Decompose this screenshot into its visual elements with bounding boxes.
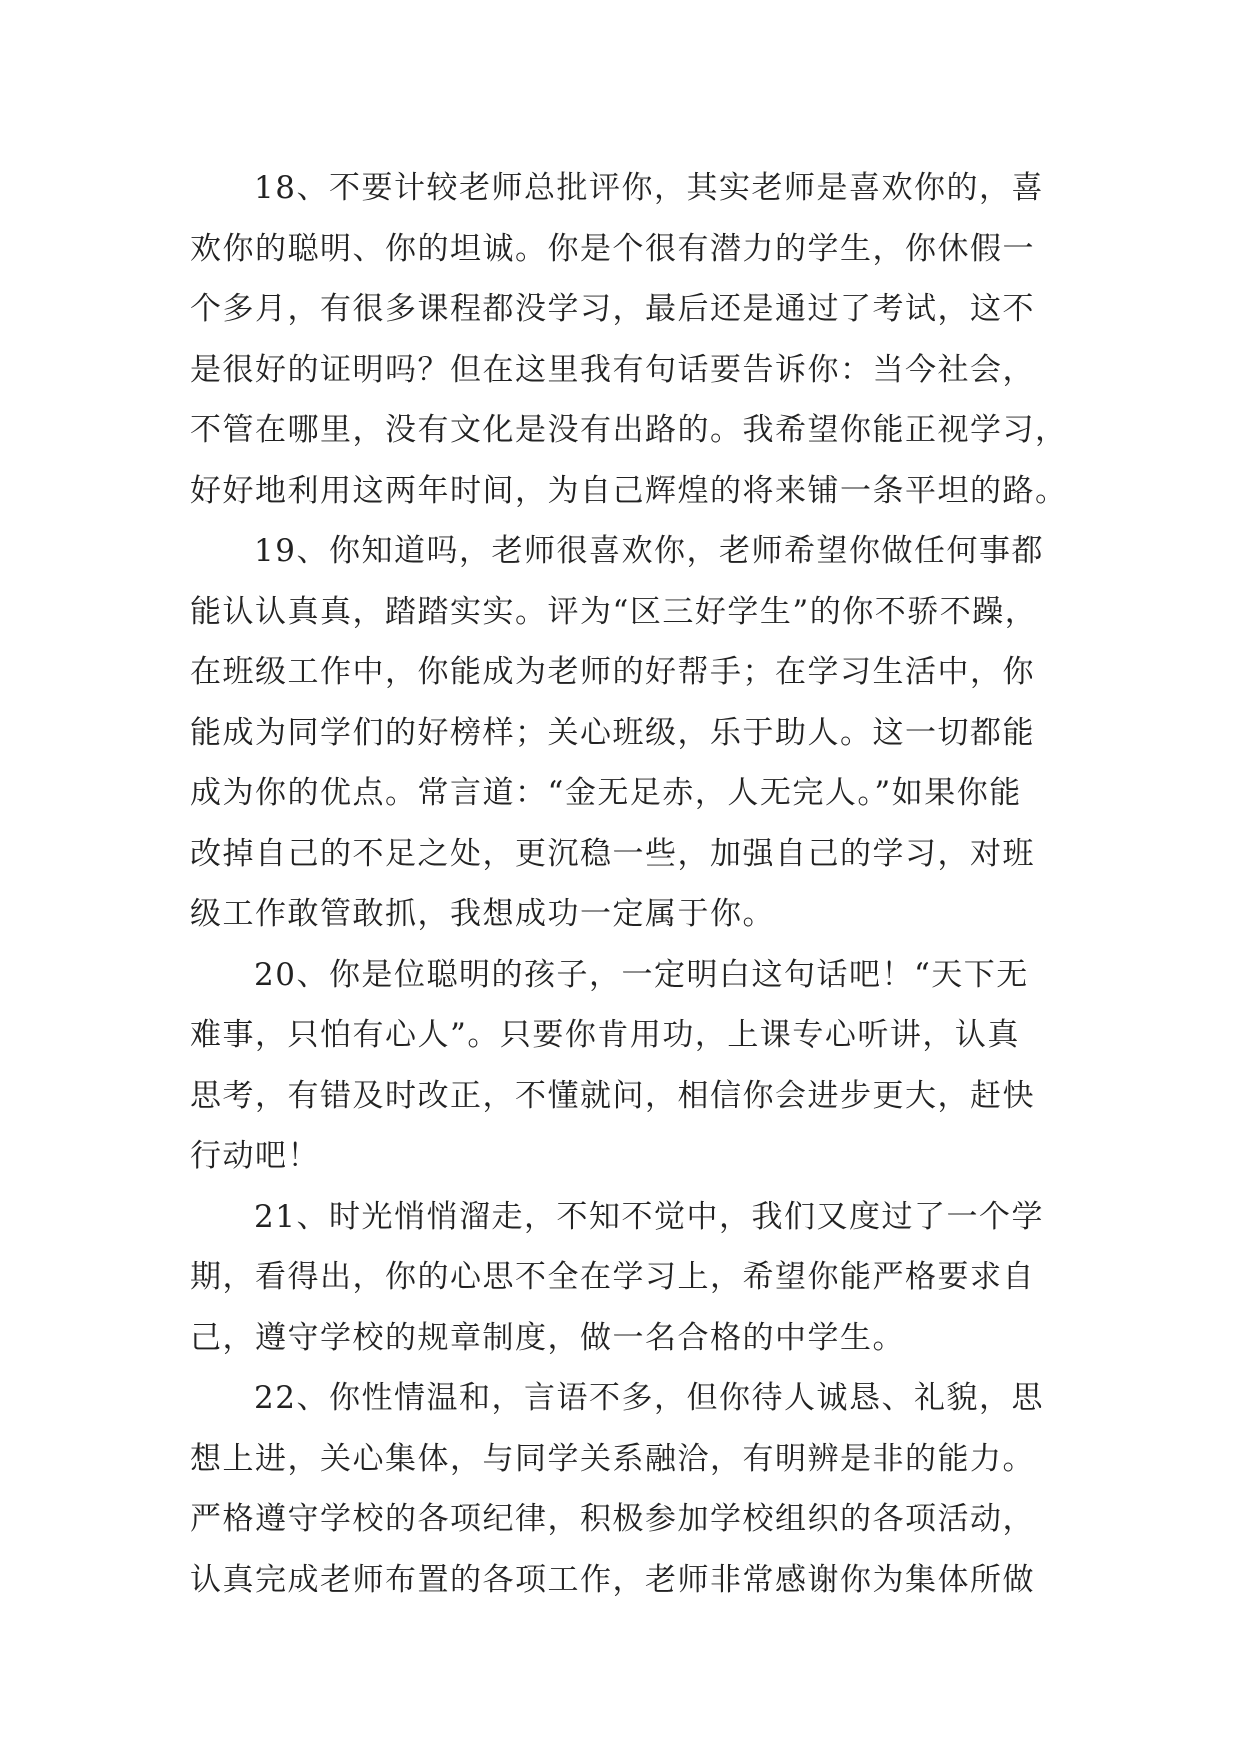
paragraph-line: 在班级工作中，你能成为老师的好帮手；在学习生活中，你 (190, 654, 1035, 690)
paragraph-line: 能认认真真，踏踏实实。评为“区三好学生”的你不骄不躁， (190, 593, 1038, 630)
paragraph-line: 21、时光悄悄溜走，不知不觉中，我们又度过了一个学 (254, 1198, 1044, 1235)
paragraph-line: 欢你的聪明、你的坦诚。你是个很有潜力的学生，你休假一 (190, 230, 1035, 267)
document-body (190, 158, 1070, 1610)
paragraph-line: 个多月，有很多课程都没学习，最后还是通过了考试，这不 (190, 291, 1035, 327)
paragraph-line: 能成为同学们的好榜样；关心班级，乐于助人。这一切都能 (190, 714, 1035, 751)
paragraph-line: 行动吧！ (190, 1138, 320, 1174)
paragraph-line: 思考，有错及时改正，不懂就问，相信你会进步更大，赶快 (190, 1077, 1035, 1114)
paragraph-line: 想上进，关心集体，与同学关系融洽，有明辨是非的能力。 (190, 1440, 1035, 1477)
paragraph-line: 严格遵守学校的各项纪律，积极参加学校组织的各项活动， (190, 1501, 1035, 1537)
paragraph-line: 级工作敢管敢抓，我想成功一定属于你。 (190, 896, 775, 932)
paragraph-21 (190, 1187, 1070, 1369)
paragraph-line: 是很好的证明吗？但在这里我有句话要告诉你：当今社会， (190, 351, 1035, 388)
paragraph-line: 改掉自己的不足之处，更沉稳一些，加强自己的学习，对班 (190, 835, 1035, 872)
paragraph-line: 不管在哪里，没有文化是没有出路的。我希望你能正视学习， (190, 412, 1068, 448)
paragraph-20 (190, 945, 1070, 1187)
paragraph-line: 20、你是位聪明的孩子，一定明白这句话吧！“天下无 (254, 956, 1029, 993)
paragraph-line: 好好地利用这两年时间，为自己辉煌的将来铺一条平坦的路。 (190, 472, 1068, 509)
paragraph-line: 成为你的优点。常言道：“金无足赤，人无完人。”如果你能 (190, 775, 1022, 811)
paragraph-line: 19、你知道吗，老师很喜欢你，老师希望你做任何事都 (254, 533, 1044, 569)
paragraph-22 (190, 1368, 1070, 1610)
paragraph-18 (190, 158, 1070, 521)
paragraph-line: 己，遵守学校的规章制度，做一名合格的中学生。 (190, 1319, 905, 1356)
paragraph-line: 难事，只怕有心人”。只要你肯用功，上课专心听讲，认真 (190, 1017, 1020, 1053)
paragraph-line: 认真完成老师布置的各项工作，老师非常感谢你为集体所做 (190, 1561, 1035, 1598)
paragraph-line: 期，看得出，你的心思不全在学习上，希望你能严格要求自 (190, 1259, 1035, 1295)
paragraph-19 (190, 521, 1070, 945)
paragraph-line: 22、你性情温和，言语不多，但你待人诚恳、礼貌，思 (254, 1380, 1044, 1416)
paragraph-line: 18、不要计较老师总批评你，其实老师是喜欢你的，喜 (254, 170, 1044, 206)
